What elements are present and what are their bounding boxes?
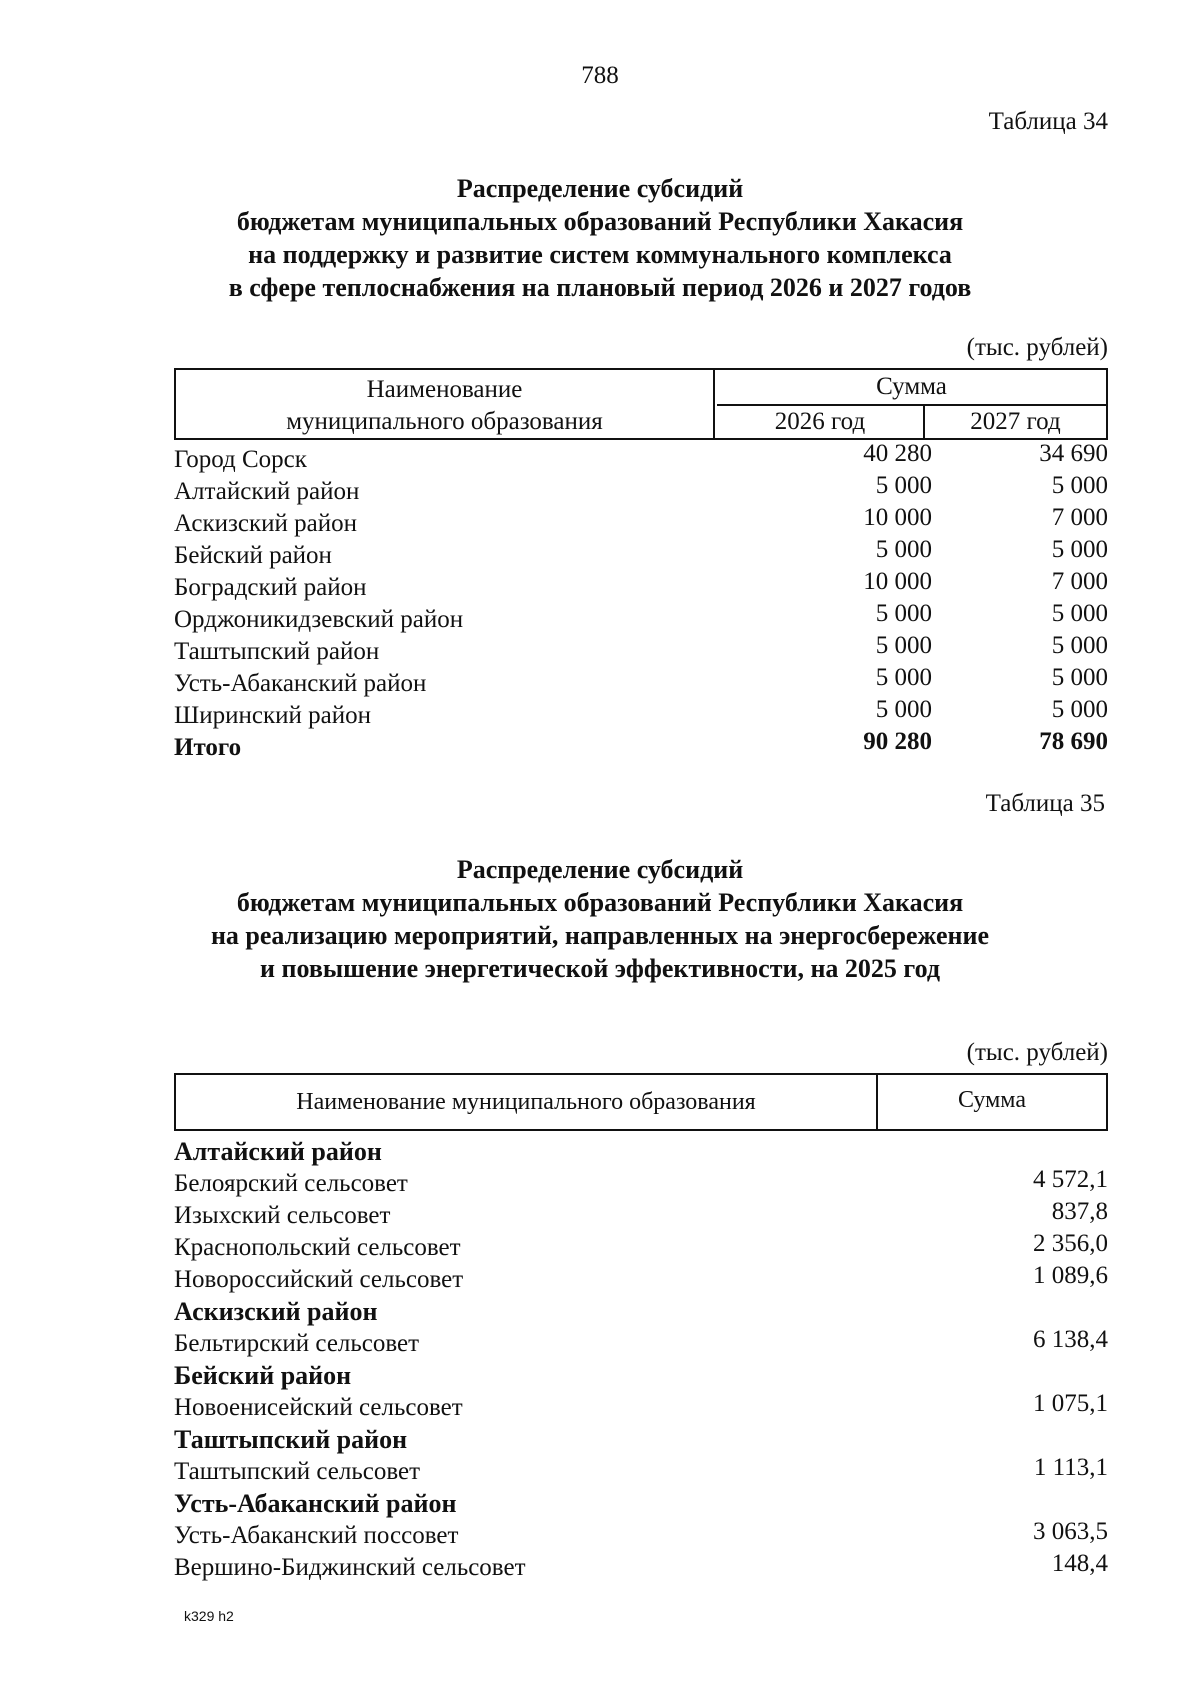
group-row <box>174 1360 1108 1392</box>
title-line: бюджетам муниципальных образований Республики Хакасия <box>236 207 964 236</box>
row-value: 1 113,1 <box>1033 1454 1108 1481</box>
row-name: Усть-Абаканский поссовет <box>174 1522 459 1549</box>
row-value: 837,8 <box>1051 1198 1108 1225</box>
row-name: Краснопольский сельсовет <box>174 1234 461 1261</box>
header-year-2027: 2027 год <box>970 408 1061 435</box>
table-row <box>174 1392 1108 1424</box>
row-value-2026: 10 000 <box>863 568 932 595</box>
row-value: 3 063,5 <box>1033 1518 1108 1545</box>
row-name: Боградский район <box>174 574 367 601</box>
row-value-2027: 5 000 <box>1051 664 1108 691</box>
group-row <box>174 1488 1108 1520</box>
total-row <box>174 728 1108 764</box>
row-value-2027: 5 000 <box>1051 632 1108 659</box>
row-name: Бейский район <box>174 1361 352 1390</box>
title-line: Распределение субсидий <box>456 174 744 203</box>
row-value-2027: 5 000 <box>1051 472 1108 499</box>
table-row <box>174 1520 1108 1552</box>
row-name: Орджоникидзевский район <box>174 606 464 633</box>
header-sum: Сумма <box>717 370 1106 406</box>
table-row <box>174 1232 1108 1264</box>
row-name: Усть-Абаканский район <box>174 1489 457 1518</box>
row-value: 6 138,4 <box>1033 1326 1108 1353</box>
row-value-2026: 5 000 <box>875 696 932 723</box>
row-name: Вершино-Биджинский сельсовет <box>174 1554 526 1581</box>
header-name-column <box>176 370 715 438</box>
title-line: на реализацию мероприятий, направленных на энергосбережение <box>210 921 990 950</box>
table-row <box>174 440 1108 476</box>
row-value-2026: 5 000 <box>875 536 932 563</box>
table-row <box>174 1168 1108 1200</box>
title-line: на поддержку и развитие систем коммунального комплекса <box>248 240 952 269</box>
row-value: 148,4 <box>1051 1550 1108 1577</box>
row-value-2027: 5 000 <box>1051 600 1108 627</box>
row-name: Усть-Абаканский район <box>174 670 427 697</box>
row-name: Город Сорск <box>174 446 307 473</box>
table-35-label: Таблица 35 <box>985 790 1105 817</box>
table-35-header <box>174 1073 1108 1131</box>
page-number: 788 <box>581 62 619 89</box>
table-row <box>174 696 1108 732</box>
row-value-2027: 5 000 <box>1051 696 1108 723</box>
title-line: и повышение энергетической эффективности, на 2025 год <box>260 954 940 983</box>
table-row <box>174 504 1108 540</box>
row-name: Таштыпский район <box>174 1425 408 1454</box>
title-line: бюджетам муниципальных образований Республики Хакасия <box>236 888 964 917</box>
table-row <box>174 1264 1108 1296</box>
row-name: Итого <box>174 734 242 761</box>
header-sum: Сумма <box>958 1087 1026 1113</box>
table-row <box>174 568 1108 604</box>
row-name: Изыхский сельсовет <box>174 1202 391 1229</box>
row-name: Новороссийский сельсовет <box>174 1266 464 1293</box>
header-name-line: муниципального образования <box>286 408 603 435</box>
row-value: 1 075,1 <box>1033 1390 1108 1417</box>
table-34-header <box>174 368 1108 440</box>
row-name: Ширинский район <box>174 702 371 729</box>
row-name: Таштыпский сельсовет <box>174 1458 420 1485</box>
table-row <box>174 1328 1108 1360</box>
row-value-2027: 78 690 <box>1039 728 1108 755</box>
row-name: Алтайский район <box>174 1137 382 1166</box>
group-row <box>174 1296 1108 1328</box>
table-row <box>174 472 1108 508</box>
row-value-2026: 5 000 <box>875 664 932 691</box>
table-row <box>174 1552 1108 1584</box>
row-value-2027: 5 000 <box>1051 536 1108 563</box>
table-row <box>174 536 1108 572</box>
row-name: Таштыпский район <box>174 638 380 665</box>
table-row <box>174 632 1108 668</box>
row-value: 2 356,0 <box>1033 1230 1108 1257</box>
table-35-body <box>174 1136 1108 1584</box>
row-value-2026: 10 000 <box>863 504 932 531</box>
table-34-units: (тыс. рублей) <box>966 334 1108 361</box>
row-value-2027: 7 000 <box>1051 568 1108 595</box>
row-value: 4 572,1 <box>1033 1166 1108 1193</box>
row-name: Алтайский район <box>174 478 360 505</box>
table-row <box>174 1456 1108 1488</box>
table-35-units: (тыс. рублей) <box>966 1039 1108 1066</box>
row-value: 1 089,6 <box>1033 1262 1108 1289</box>
group-row <box>174 1136 1108 1168</box>
row-value-2026: 90 280 <box>863 728 932 755</box>
row-name: Новоенисейский сельсовет <box>174 1394 463 1421</box>
header-name-column: Наименование муниципального образования <box>176 1075 878 1129</box>
row-value-2027: 7 000 <box>1051 504 1108 531</box>
header-year-2026: 2026 год <box>717 406 925 438</box>
title-line: Распределение субсидий <box>456 855 744 884</box>
header-name-line: Наименование <box>366 376 523 403</box>
row-value-2027: 34 690 <box>1039 440 1108 467</box>
row-value-2026: 5 000 <box>875 472 932 499</box>
row-name: Бельтирский сельсовет <box>174 1330 420 1357</box>
table-row <box>174 664 1108 700</box>
table-34-title <box>150 172 1050 304</box>
table-row <box>174 1200 1108 1232</box>
row-value-2026: 5 000 <box>875 632 932 659</box>
title-line: в сфере теплоснабжения на плановый период 2026 и 2027 годов <box>228 273 972 302</box>
row-name: Белоярский сельсовет <box>174 1170 408 1197</box>
footer-code: k329 h2 <box>184 1608 234 1624</box>
row-value-2026: 5 000 <box>875 600 932 627</box>
table-34-label: Таблица 34 <box>988 108 1108 135</box>
row-name: Аскизский район <box>174 1297 378 1326</box>
group-row <box>174 1424 1108 1456</box>
row-value-2026: 40 280 <box>863 440 932 467</box>
table-34-body <box>174 440 1108 764</box>
row-name: Бейский район <box>174 542 332 569</box>
table-row <box>174 600 1108 636</box>
row-name: Аскизский район <box>174 510 358 537</box>
table-35-title <box>150 853 1050 985</box>
